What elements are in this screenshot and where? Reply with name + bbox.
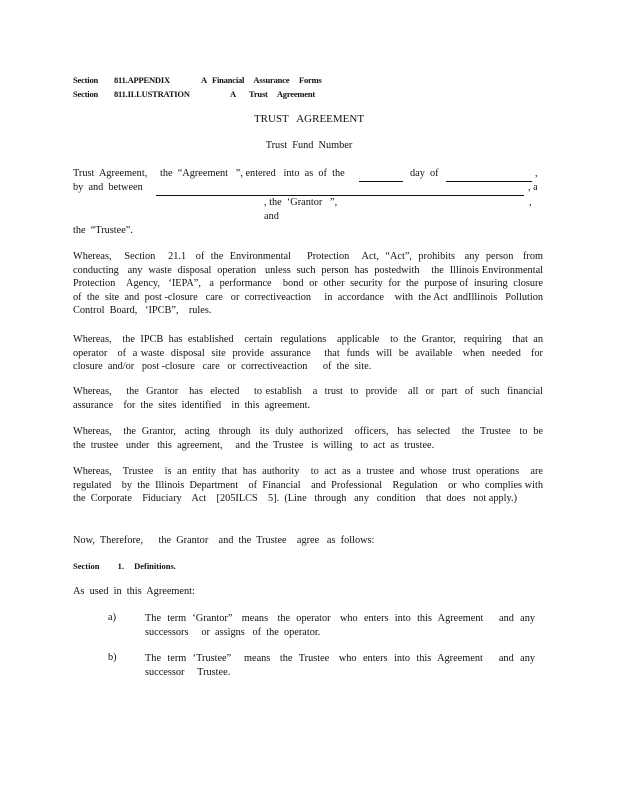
header-letter: A [230,89,236,99]
section-number: 1. [117,561,124,571]
intro-and: and [264,211,279,222]
definition-b-text: The term ‘Trustee” means the Trustee who enters into this Agreement and any successor Trustee. [145,653,538,678]
date-blank [359,181,403,182]
header-section-number: 811.ILLUSTRATION [114,89,190,99]
section-label: Section [73,561,100,571]
section-title: Definitions. [134,561,176,571]
intro-comma-2: , [529,197,532,208]
section-1-heading [73,561,192,571]
header-section-label: Section [73,75,99,85]
intro-day-of: day of [410,168,439,179]
intro-entered-into: the “Agreement ”, entered into as of the [160,168,345,179]
document-title: TRUST AGREEMENT [253,113,365,125]
header-title: Financial Assurance Forms [212,75,322,85]
whereas-paragraph-1: Whereas, Section 21.1 of the Environmental Protection Act, “Act”, prohibits any person from conducting any waste disposal operation unless such person has postedwith the Illinois Environmental Protection Agency, ‘IEPA”, a performance bond or other security for the purpose of insuring closure of the site and post -closure care or correctiveaction in accordance with the Act andIllinois Pollution Control Board, ‘IPCB”, rules. [73,251,554,316]
now-therefore-paragraph: Now, Therefore, the Grantor and the Trustee agree as follows: [73,535,375,546]
intro-trust-agreement: Trust Agreement, [73,168,148,179]
whereas-paragraph-4: Whereas, the Grantor, acting through its duly authorized officers, has selected the Trustee to be the trustee under this agreement, and the Trustee is willing to act as trustee. [73,426,546,451]
month-blank [446,181,532,182]
header-section-label: Section [73,89,99,99]
trust-fund-number: Trust Fund Number [265,140,353,151]
intro-a: , a [528,182,538,193]
whereas-paragraph-3: Whereas, the Grantor has elected to establish a trust to provide all or part of such financial assurance for the sites identified in this agreement. [73,386,546,411]
header-section-number: 811.APPENDIX [114,75,170,85]
definition-a-text: The term ‘Grantor” means the operator who enters into this Agreement and any successors or assigns of the operator. [145,613,538,638]
intro-grantor: , the ‘Grantor ”, [264,197,338,208]
intro-comma: , [535,168,538,179]
intro-trustee: the “Trustee”. [73,225,133,236]
definition-a-label: a) [108,612,116,623]
definition-b-label: b) [108,652,117,663]
whereas-paragraph-5: Whereas, Trustee is an entity that has authority to act as a trustee and whose trust operations are regulated by the Illinois Department of Financial and Professional Regulation or who complies with the Corporate Fiduciary Act [205ILCS 5]. (Line through any condition that does not apply.) [73,466,549,504]
as-used-in: As used in this Agreement: [73,586,195,597]
header-title: Trust Agreement [249,89,315,99]
header-letter: A [201,75,207,85]
grantor-name-blank [156,195,524,196]
whereas-paragraph-2: Whereas, the IPCB has established certain regulations applicable to the Grantor, requiring that an operator of a waste disposal site provide assurance that funds will be available when needed for closure and/or post -closure care or correctiveaction of the site. [73,334,546,372]
intro-by-and-between: by and between [73,182,143,193]
